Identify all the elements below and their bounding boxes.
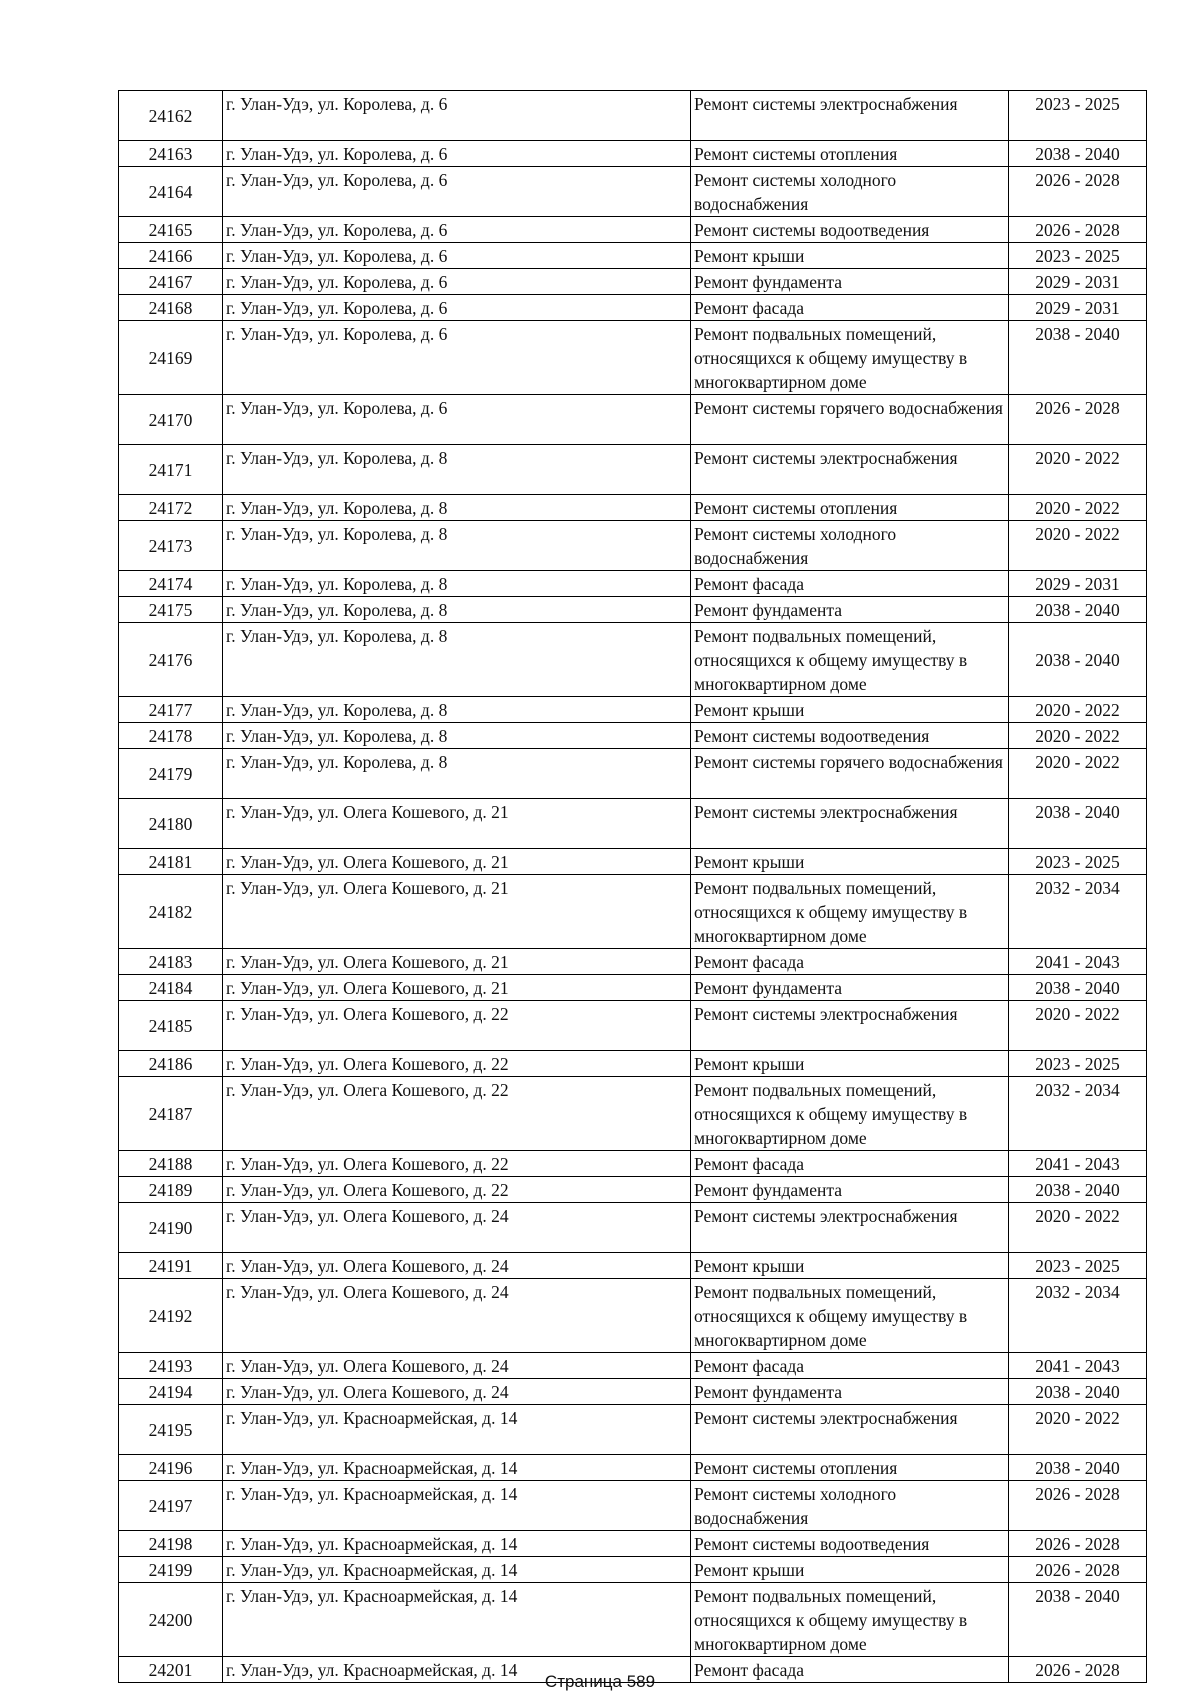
row-number-cell: 24183 — [119, 949, 223, 975]
table-row — [119, 217, 1147, 243]
work-type-cell: Ремонт фасада — [691, 1353, 1009, 1379]
years-cell: 2029 - 2031 — [1009, 295, 1147, 321]
years-cell: 2026 - 2028 — [1009, 1481, 1147, 1531]
table-row — [119, 1279, 1147, 1353]
address-cell: г. Улан-Удэ, ул. Олега Кошевого, д. 24 — [223, 1203, 691, 1253]
row-number-cell: 24163 — [119, 141, 223, 167]
years-cell: 2038 - 2040 — [1009, 799, 1147, 849]
years-cell: 2020 - 2022 — [1009, 495, 1147, 521]
years-cell: 2038 - 2040 — [1009, 623, 1147, 697]
years-cell: 2026 - 2028 — [1009, 1531, 1147, 1557]
address-cell: г. Улан-Удэ, ул. Олега Кошевого, д. 24 — [223, 1379, 691, 1405]
row-number-cell: 24195 — [119, 1405, 223, 1455]
row-number-cell: 24201 — [119, 1657, 223, 1683]
address-cell: г. Улан-Удэ, ул. Королева, д. 8 — [223, 697, 691, 723]
address-cell: г. Улан-Удэ, ул. Олега Кошевого, д. 22 — [223, 1151, 691, 1177]
address-cell: г. Улан-Удэ, ул. Королева, д. 6 — [223, 269, 691, 295]
work-type-cell: Ремонт системы горячего водоснабжения — [691, 749, 1009, 799]
row-number-cell: 24192 — [119, 1279, 223, 1353]
address-cell: г. Улан-Удэ, ул. Королева, д. 6 — [223, 243, 691, 269]
work-type-cell: Ремонт фасада — [691, 571, 1009, 597]
years-cell: 2020 - 2022 — [1009, 1203, 1147, 1253]
work-type-cell: Ремонт системы электроснабжения — [691, 1405, 1009, 1455]
table-row — [119, 849, 1147, 875]
work-type-cell: Ремонт крыши — [691, 243, 1009, 269]
repair-schedule-table — [118, 90, 1147, 1683]
address-cell: г. Улан-Удэ, ул. Красноармейская, д. 14 — [223, 1657, 691, 1683]
years-cell: 2020 - 2022 — [1009, 723, 1147, 749]
table-row — [119, 623, 1147, 697]
years-cell: 2020 - 2022 — [1009, 521, 1147, 571]
address-cell: г. Улан-Удэ, ул. Красноармейская, д. 14 — [223, 1583, 691, 1657]
row-number-cell: 24185 — [119, 1001, 223, 1051]
row-number-cell: 24173 — [119, 521, 223, 571]
work-type-cell: Ремонт фасада — [691, 949, 1009, 975]
work-type-cell: Ремонт системы электроснабжения — [691, 91, 1009, 141]
work-type-cell: Ремонт фундамента — [691, 1379, 1009, 1405]
address-cell: г. Улан-Удэ, ул. Красноармейская, д. 14 — [223, 1405, 691, 1455]
row-number-cell: 24198 — [119, 1531, 223, 1557]
address-cell: г. Улан-Удэ, ул. Олега Кошевого, д. 22 — [223, 1077, 691, 1151]
table-row — [119, 1481, 1147, 1531]
row-number-cell: 24169 — [119, 321, 223, 395]
table-row — [119, 949, 1147, 975]
work-type-cell: Ремонт системы электроснабжения — [691, 799, 1009, 849]
years-cell: 2038 - 2040 — [1009, 1455, 1147, 1481]
table-row — [119, 571, 1147, 597]
address-cell: г. Улан-Удэ, ул. Королева, д. 6 — [223, 295, 691, 321]
years-cell: 2023 - 2025 — [1009, 91, 1147, 141]
table-row — [119, 1203, 1147, 1253]
table-row — [119, 321, 1147, 395]
table-row — [119, 1531, 1147, 1557]
work-type-cell: Ремонт подвальных помещений, относящихся к общему имуществу в многоквартирном доме — [691, 1583, 1009, 1657]
work-type-cell: Ремонт крыши — [691, 1253, 1009, 1279]
row-number-cell: 24187 — [119, 1077, 223, 1151]
address-cell: г. Улан-Удэ, ул. Красноармейская, д. 14 — [223, 1531, 691, 1557]
row-number-cell: 24170 — [119, 395, 223, 445]
table-row — [119, 1455, 1147, 1481]
work-type-cell: Ремонт системы холодного водоснабжения — [691, 1481, 1009, 1531]
years-cell: 2032 - 2034 — [1009, 875, 1147, 949]
years-cell: 2038 - 2040 — [1009, 1379, 1147, 1405]
table-row — [119, 1151, 1147, 1177]
row-number-cell: 24162 — [119, 91, 223, 141]
years-cell: 2041 - 2043 — [1009, 1353, 1147, 1379]
address-cell: г. Улан-Удэ, ул. Олега Кошевого, д. 24 — [223, 1253, 691, 1279]
address-cell: г. Улан-Удэ, ул. Королева, д. 8 — [223, 749, 691, 799]
years-cell: 2023 - 2025 — [1009, 243, 1147, 269]
row-number-cell: 24166 — [119, 243, 223, 269]
row-number-cell: 24190 — [119, 1203, 223, 1253]
work-type-cell: Ремонт системы электроснабжения — [691, 445, 1009, 495]
row-number-cell: 24189 — [119, 1177, 223, 1203]
table-row — [119, 1583, 1147, 1657]
work-type-cell: Ремонт фундамента — [691, 597, 1009, 623]
table-row — [119, 749, 1147, 799]
table-row — [119, 91, 1147, 141]
row-number-cell: 24199 — [119, 1557, 223, 1583]
address-cell: г. Улан-Удэ, ул. Олега Кошевого, д. 21 — [223, 799, 691, 849]
work-type-cell: Ремонт системы холодного водоснабжения — [691, 167, 1009, 217]
row-number-cell: 24171 — [119, 445, 223, 495]
address-cell: г. Улан-Удэ, ул. Олега Кошевого, д. 21 — [223, 975, 691, 1001]
table-row — [119, 1379, 1147, 1405]
row-number-cell: 24184 — [119, 975, 223, 1001]
table-row — [119, 521, 1147, 571]
years-cell: 2026 - 2028 — [1009, 1657, 1147, 1683]
row-number-cell: 24181 — [119, 849, 223, 875]
work-type-cell: Ремонт системы отопления — [691, 495, 1009, 521]
work-type-cell: Ремонт системы водоотведения — [691, 723, 1009, 749]
years-cell: 2020 - 2022 — [1009, 445, 1147, 495]
work-type-cell: Ремонт фасада — [691, 1151, 1009, 1177]
address-cell: г. Улан-Удэ, ул. Королева, д. 6 — [223, 395, 691, 445]
row-number-cell: 24188 — [119, 1151, 223, 1177]
row-number-cell: 24167 — [119, 269, 223, 295]
row-number-cell: 24172 — [119, 495, 223, 521]
table-row — [119, 875, 1147, 949]
years-cell: 2038 - 2040 — [1009, 975, 1147, 1001]
work-type-cell: Ремонт системы водоотведения — [691, 217, 1009, 243]
years-cell: 2020 - 2022 — [1009, 697, 1147, 723]
address-cell: г. Улан-Удэ, ул. Королева, д. 6 — [223, 217, 691, 243]
row-number-cell: 24193 — [119, 1353, 223, 1379]
table-row — [119, 799, 1147, 849]
address-cell: г. Улан-Удэ, ул. Королева, д. 8 — [223, 571, 691, 597]
address-cell: г. Улан-Удэ, ул. Красноармейская, д. 14 — [223, 1455, 691, 1481]
table-row — [119, 495, 1147, 521]
work-type-cell: Ремонт крыши — [691, 697, 1009, 723]
table-row — [119, 1051, 1147, 1077]
address-cell: г. Улан-Удэ, ул. Олега Кошевого, д. 22 — [223, 1001, 691, 1051]
work-type-cell: Ремонт подвальных помещений, относящихся к общему имуществу в многоквартирном доме — [691, 1279, 1009, 1353]
row-number-cell: 24200 — [119, 1583, 223, 1657]
table-body — [119, 91, 1147, 1683]
address-cell: г. Улан-Удэ, ул. Олега Кошевого, д. 22 — [223, 1051, 691, 1077]
address-cell: г. Улан-Удэ, ул. Олега Кошевого, д. 22 — [223, 1177, 691, 1203]
work-type-cell: Ремонт фундамента — [691, 1177, 1009, 1203]
years-cell: 2038 - 2040 — [1009, 141, 1147, 167]
row-number-cell: 24180 — [119, 799, 223, 849]
row-number-cell: 24179 — [119, 749, 223, 799]
row-number-cell: 24186 — [119, 1051, 223, 1077]
table-row — [119, 141, 1147, 167]
work-type-cell: Ремонт подвальных помещений, относящихся к общему имуществу в многоквартирном доме — [691, 1077, 1009, 1151]
work-type-cell: Ремонт фундамента — [691, 975, 1009, 1001]
table-row — [119, 243, 1147, 269]
address-cell: г. Улан-Удэ, ул. Королева, д. 6 — [223, 167, 691, 217]
years-cell: 2023 - 2025 — [1009, 1253, 1147, 1279]
row-number-cell: 24175 — [119, 597, 223, 623]
row-number-cell: 24178 — [119, 723, 223, 749]
work-type-cell: Ремонт системы электроснабжения — [691, 1203, 1009, 1253]
address-cell: г. Улан-Удэ, ул. Королева, д. 8 — [223, 623, 691, 697]
years-cell: 2020 - 2022 — [1009, 749, 1147, 799]
table-row — [119, 1177, 1147, 1203]
address-cell: г. Улан-Удэ, ул. Олега Кошевого, д. 21 — [223, 875, 691, 949]
work-type-cell: Ремонт системы отопления — [691, 1455, 1009, 1481]
address-cell: г. Улан-Удэ, ул. Королева, д. 8 — [223, 495, 691, 521]
work-type-cell: Ремонт крыши — [691, 1557, 1009, 1583]
work-type-cell: Ремонт подвальных помещений, относящихся к общему имуществу в многоквартирном доме — [691, 875, 1009, 949]
table-row — [119, 697, 1147, 723]
row-number-cell: 24176 — [119, 623, 223, 697]
work-type-cell: Ремонт системы отопления — [691, 141, 1009, 167]
years-cell: 2026 - 2028 — [1009, 217, 1147, 243]
years-cell: 2023 - 2025 — [1009, 849, 1147, 875]
table-row — [119, 445, 1147, 495]
address-cell: г. Улан-Удэ, ул. Королева, д. 6 — [223, 321, 691, 395]
row-number-cell: 24191 — [119, 1253, 223, 1279]
row-number-cell: 24174 — [119, 571, 223, 597]
years-cell: 2032 - 2034 — [1009, 1279, 1147, 1353]
years-cell: 2038 - 2040 — [1009, 1583, 1147, 1657]
table-row — [119, 1253, 1147, 1279]
work-type-cell: Ремонт системы электроснабжения — [691, 1001, 1009, 1051]
address-cell: г. Улан-Удэ, ул. Олега Кошевого, д. 21 — [223, 949, 691, 975]
address-cell: г. Улан-Удэ, ул. Королева, д. 6 — [223, 141, 691, 167]
work-type-cell: Ремонт системы холодного водоснабжения — [691, 521, 1009, 571]
work-type-cell: Ремонт подвальных помещений, относящихся к общему имуществу в многоквартирном доме — [691, 623, 1009, 697]
work-type-cell: Ремонт фасада — [691, 1657, 1009, 1683]
work-type-cell: Ремонт крыши — [691, 849, 1009, 875]
years-cell: 2038 - 2040 — [1009, 597, 1147, 623]
table-row — [119, 975, 1147, 1001]
address-cell: г. Улан-Удэ, ул. Олега Кошевого, д. 24 — [223, 1279, 691, 1353]
table-row — [119, 295, 1147, 321]
years-cell: 2020 - 2022 — [1009, 1001, 1147, 1051]
work-type-cell: Ремонт системы горячего водоснабжения — [691, 395, 1009, 445]
years-cell: 2032 - 2034 — [1009, 1077, 1147, 1151]
address-cell: г. Улан-Удэ, ул. Красноармейская, д. 14 — [223, 1481, 691, 1531]
table-row — [119, 723, 1147, 749]
years-cell: 2026 - 2028 — [1009, 395, 1147, 445]
table-row — [119, 1353, 1147, 1379]
table-row — [119, 167, 1147, 217]
table-row — [119, 597, 1147, 623]
work-type-cell: Ремонт фундамента — [691, 269, 1009, 295]
years-cell: 2029 - 2031 — [1009, 269, 1147, 295]
row-number-cell: 24177 — [119, 697, 223, 723]
years-cell: 2041 - 2043 — [1009, 1151, 1147, 1177]
years-cell: 2041 - 2043 — [1009, 949, 1147, 975]
address-cell: г. Улан-Удэ, ул. Королева, д. 8 — [223, 521, 691, 571]
table-row — [119, 395, 1147, 445]
row-number-cell: 24182 — [119, 875, 223, 949]
years-cell: 2038 - 2040 — [1009, 321, 1147, 395]
row-number-cell: 24168 — [119, 295, 223, 321]
row-number-cell: 24196 — [119, 1455, 223, 1481]
row-number-cell: 24164 — [119, 167, 223, 217]
address-cell: г. Улан-Удэ, ул. Красноармейская, д. 14 — [223, 1557, 691, 1583]
years-cell: 2026 - 2028 — [1009, 1557, 1147, 1583]
work-type-cell: Ремонт подвальных помещений, относящихся к общему имуществу в многоквартирном доме — [691, 321, 1009, 395]
row-number-cell: 24165 — [119, 217, 223, 243]
row-number-cell: 24194 — [119, 1379, 223, 1405]
table-row — [119, 1001, 1147, 1051]
table-row — [119, 1557, 1147, 1583]
table-row — [119, 1077, 1147, 1151]
work-type-cell: Ремонт системы водоотведения — [691, 1531, 1009, 1557]
table-row — [119, 269, 1147, 295]
address-cell: г. Улан-Удэ, ул. Олега Кошевого, д. 24 — [223, 1353, 691, 1379]
years-cell: 2029 - 2031 — [1009, 571, 1147, 597]
address-cell: г. Улан-Удэ, ул. Королева, д. 8 — [223, 597, 691, 623]
years-cell: 2038 - 2040 — [1009, 1177, 1147, 1203]
address-cell: г. Улан-Удэ, ул. Олега Кошевого, д. 21 — [223, 849, 691, 875]
work-type-cell: Ремонт крыши — [691, 1051, 1009, 1077]
page-number: Страница 589 — [544, 1672, 656, 1691]
table-row — [119, 1405, 1147, 1455]
address-cell: г. Улан-Удэ, ул. Королева, д. 8 — [223, 445, 691, 495]
row-number-cell: 24197 — [119, 1481, 223, 1531]
address-cell: г. Улан-Удэ, ул. Королева, д. 8 — [223, 723, 691, 749]
years-cell: 2023 - 2025 — [1009, 1051, 1147, 1077]
years-cell: 2020 - 2022 — [1009, 1405, 1147, 1455]
work-type-cell: Ремонт фасада — [691, 295, 1009, 321]
address-cell: г. Улан-Удэ, ул. Королева, д. 6 — [223, 91, 691, 141]
years-cell: 2026 - 2028 — [1009, 167, 1147, 217]
